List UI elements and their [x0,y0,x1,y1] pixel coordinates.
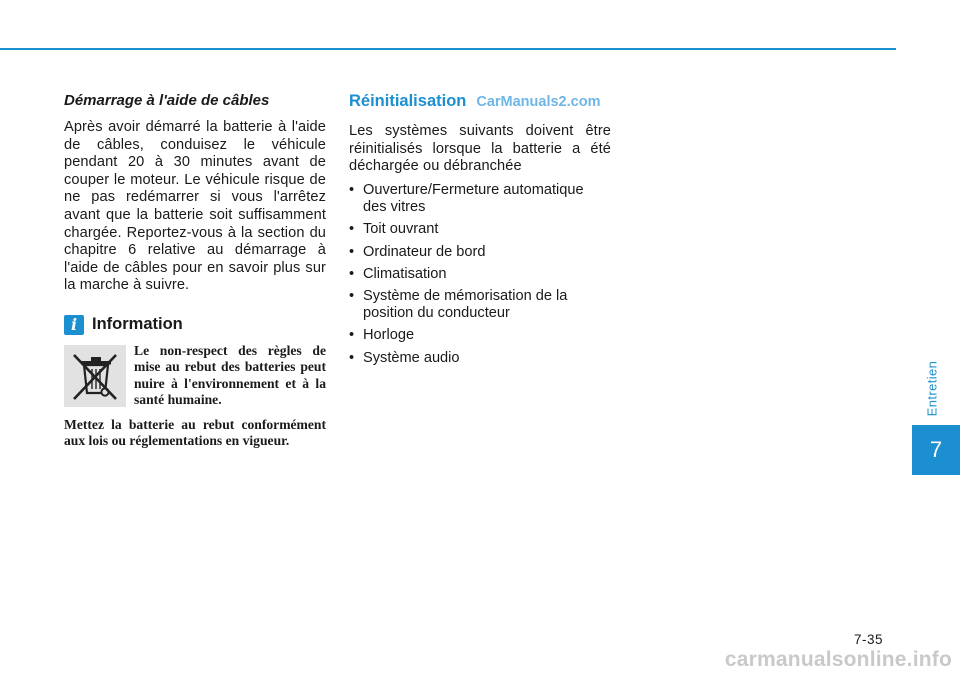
information-content [64,343,326,409]
list-item: • Climatisation [349,265,447,282]
list-item: • Toit ouvrant [349,221,439,238]
chapter-name: Entretien [924,360,940,416]
information-title: Information [92,315,183,334]
chapter-side-label [918,348,946,428]
footer-watermark: carmanualsonline.info [724,648,952,671]
bullet-icon: • [349,221,355,238]
disposal-instruction-text: Mettez la batterie au rebut conformément aux lois ou réglementations en vigueur. [64,416,326,449]
list-item: • Système de mémorisation de la position du conducteur [349,287,568,322]
information-box [64,315,326,450]
bullet-icon: • [349,265,355,282]
information-header [64,315,326,335]
jump-start-heading: Démarrage à l'aide de câbles [64,92,270,109]
info-icon: i [64,315,84,335]
bullet-icon: • [349,327,355,344]
jump-start-paragraph: Après avoir démarré la batterie à l'aide de câbles, conduisez le véhicule pendant 20 à 30 minutes avant de couper le moteur. Le véhicule risque de ne pas redémarrer si vous l'arrêtez avant que la batterie soit suffisamment chargée. Reportez-vous à la section du chapitre 6 relative au démarrage à l'aide de câbles pour en savoir plus sur la marche à suivre. [64,119,326,294]
left-column [64,92,326,450]
list-item: • Ordinateur de bord [349,243,486,260]
crossed-bin-icon [64,345,126,407]
carmanuals-watermark: CarManuals2.com [476,94,601,110]
reset-title: Réinitialisation [349,92,467,110]
reset-intro: Les systèmes suivants doivent être réinitialisés lorsque la batterie a été déchargée ou débranchée [349,123,611,175]
bullet-icon: • [349,287,355,304]
reset-heading [349,92,611,111]
page-number: 7-35 [854,632,884,647]
disposal-warning-text: Le non-respect des règles de mise au rebut des batteries peut nuire à l'environnement et à la santé humaine. [134,342,326,408]
right-column [349,92,611,372]
header-rule [0,48,896,50]
reset-systems-list [349,182,611,367]
bullet-icon: • [349,349,355,366]
bullet-icon: • [349,243,355,260]
list-item: • Horloge [349,327,415,344]
list-item: • Ouverture/Fermeture automatique des vitres [349,181,584,216]
chapter-tab: 7 [912,425,960,475]
list-item: • Système audio [349,349,460,366]
bullet-icon: • [349,181,355,198]
